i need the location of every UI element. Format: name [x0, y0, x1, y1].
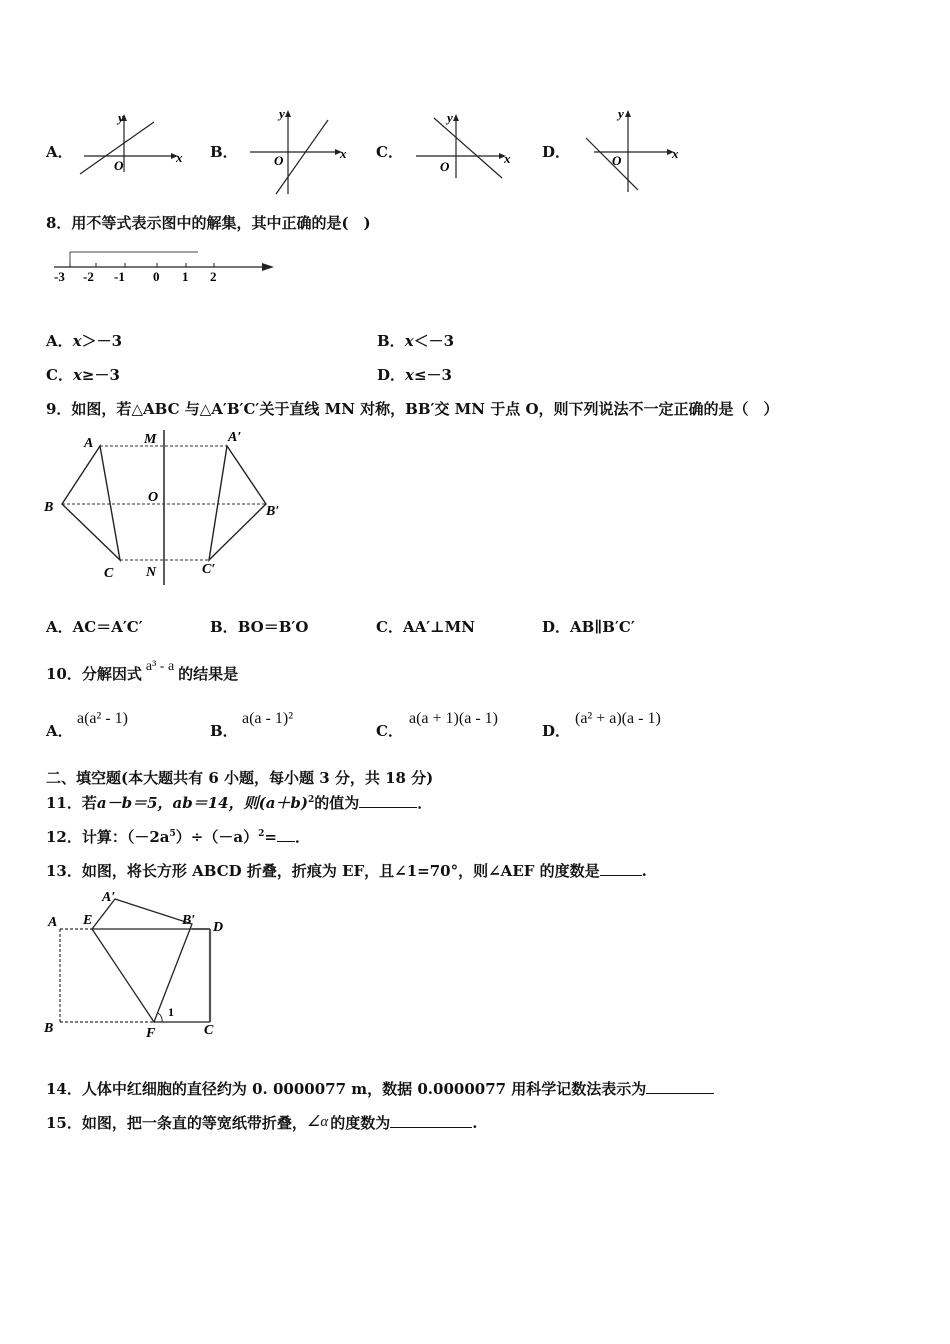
- q14-answer-blank: [646, 1079, 714, 1094]
- q11-question: 11．若a－b＝5，ab＝14，则$(a+b)^2$的值为 ．: [46, 794, 433, 812]
- q13-label-f: F: [146, 1026, 156, 1041]
- q13-label-d: D: [213, 920, 224, 935]
- q8-tick-label: 0: [153, 269, 160, 284]
- q10-question: 10．分解因式 a³ - a 的结果是: [46, 659, 239, 683]
- q14-question: 14．人体中红细胞的直径约为 0. 0000077 m，数据 0.0000077 用科学记数法表示为: [46, 1078, 714, 1099]
- q9-label-a: A: [84, 436, 94, 451]
- q9-label-a-prime: A′: [228, 430, 242, 445]
- q8-tick-label: 2: [210, 269, 217, 284]
- q9-label-m: M: [144, 432, 157, 447]
- q7-c-origin-label: O: [440, 159, 450, 174]
- q10-option-d-letter: D．: [542, 722, 571, 740]
- q7-a-y-label: y: [118, 110, 124, 125]
- q8-tick-label: -2: [83, 269, 94, 284]
- q13-label-c: C: [204, 1023, 214, 1038]
- q13-label-a-prime: A′: [102, 890, 116, 905]
- q15-angle-alpha: ∠α: [306, 1114, 329, 1130]
- q9-label-c: C: [104, 566, 114, 581]
- q9-label-b-prime: B′: [266, 504, 280, 519]
- q7-d-origin-label: O: [612, 153, 622, 168]
- q8-option-c: C．x≥－3: [46, 366, 120, 384]
- q8-option-a: A．x＞－3: [46, 332, 123, 350]
- q9-label-o: O: [148, 490, 159, 505]
- q9-label-n: N: [146, 565, 157, 580]
- q12-question: 12．计算：$(-2a^5)\div(-a)^2=$ ．: [46, 828, 310, 846]
- q13-label-angle-1: 1: [168, 1005, 174, 1019]
- q13-label-b-prime: B′: [182, 913, 196, 928]
- q10-expression: a³ - a: [145, 659, 175, 674]
- q10-option-d-expr: (a² + a)(a - 1): [575, 710, 661, 727]
- q8-option-b: B．x＜－3: [377, 332, 455, 350]
- q8-tick-label: -3: [54, 269, 65, 284]
- q11-answer-blank: [359, 793, 417, 808]
- q9-label-b: B: [44, 500, 54, 515]
- q7-b-x-label: x: [340, 146, 347, 161]
- q7-graph-d: [578, 104, 693, 194]
- q7-d-x-label: x: [672, 146, 679, 161]
- q9-option-d: D．AB∥B′C′: [542, 618, 635, 636]
- section-2-heading: 二、填空题(本大题共有 6 小题，每小题 3 分，共 18 分): [46, 769, 434, 787]
- q9-label-c-prime: C′: [202, 562, 216, 577]
- q13-label-a: A: [48, 915, 58, 930]
- q10-option-a-letter: A．: [46, 722, 73, 740]
- q7-c-x-label: x: [504, 151, 511, 166]
- q8-tick-label: 1: [182, 269, 189, 284]
- q7-option-c-letter: C．: [376, 143, 403, 161]
- q7-a-x-label: x: [176, 150, 183, 165]
- q12-answer-blank: [277, 827, 295, 842]
- q9-option-c: C．AA′⊥MN: [376, 618, 475, 636]
- q7-option-a-letter: A．: [46, 143, 73, 161]
- q13-label-e: E: [83, 913, 93, 928]
- q9-question: 9．如图，若△ABC 与△A′B′C′关于直线 MN 对称，BB′交 MN 于点 O，则下列说法不一定正确的是（ ）: [46, 400, 779, 418]
- q7-c-y-label: y: [447, 110, 453, 125]
- q15-answer-blank: [390, 1113, 472, 1128]
- q10-option-b-expr: a(a - 1)²: [242, 710, 293, 727]
- q10-option-c-expr: a(a + 1)(a - 1): [409, 710, 498, 727]
- q15-question: 15．如图，把一条直的等宽纸带折叠，∠α 的度数为 .: [46, 1114, 478, 1132]
- q8-tick-label: -1: [114, 269, 125, 284]
- q7-a-origin-label: O: [114, 158, 124, 173]
- q7-option-d-letter: D．: [542, 143, 571, 161]
- q13-figure: [40, 886, 240, 1046]
- q10-option-c-letter: C．: [376, 722, 403, 740]
- q8-option-d: D．x≤－3: [377, 366, 452, 384]
- q13-label-b: B: [44, 1021, 54, 1036]
- q7-b-y-label: y: [279, 106, 285, 121]
- q7-option-b-letter: B．: [210, 143, 238, 161]
- q9-option-a: A．AC＝A′C′: [46, 618, 143, 636]
- q8-question: 8．用不等式表示图中的解集，其中正确的是( ): [46, 214, 371, 232]
- q8-number-line: [50, 248, 280, 288]
- q13-answer-blank: [600, 861, 642, 876]
- q10-option-b-letter: B．: [210, 722, 238, 740]
- q7-graph-c: [410, 108, 525, 183]
- q13-question: 13．如图，将长方形 ABCD 折叠，折痕为 EF，且∠1=70°，则∠AEF 的度数是 .: [46, 862, 647, 880]
- q7-b-origin-label: O: [274, 153, 284, 168]
- q7-graph-a: [74, 108, 194, 178]
- q9-figure: [40, 425, 300, 590]
- q7-graph-b: [240, 104, 360, 199]
- q7-d-y-label: y: [618, 106, 624, 121]
- q9-option-b: B．BO＝B′O: [210, 618, 309, 636]
- q10-option-a-expr: a(a² - 1): [77, 710, 128, 727]
